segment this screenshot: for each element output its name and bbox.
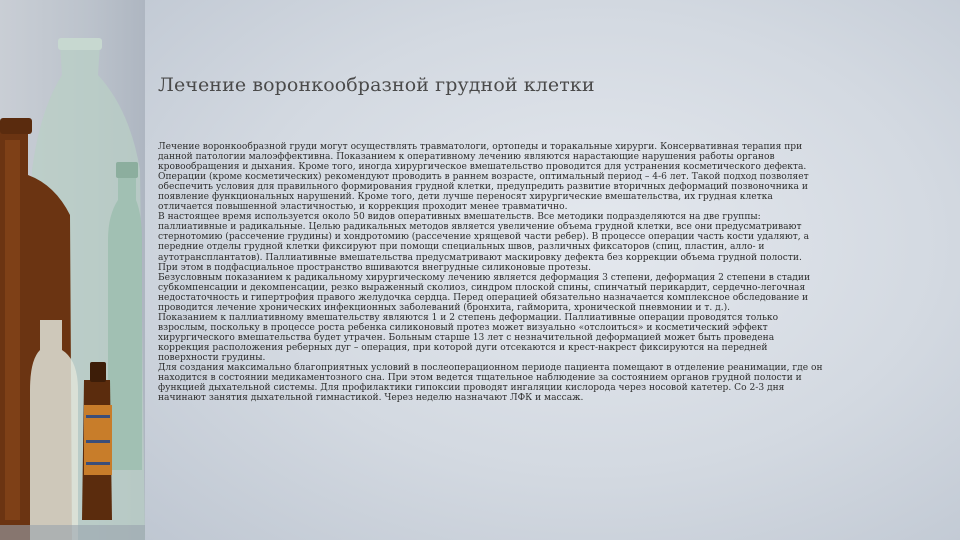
bottles-photo [0,0,145,540]
body-paragraph: В настоящее время используется около 50 видов оперативных вмешательств. Все методики подразделяются на две группы: паллиативные и радикальные. Целью радикальных методов является увеличение объема грудной клетки, все они предусматривают стернотомию (рассечение грудины) и хондротомию (рассечение хрящевой части ребер). В процессе операции часть кости удаляют, а передние отделы грудной клетки фиксируют при помощи специальных швов, различных фиксаторов (спиц, пластин, алло- и аутотрансплантатов). Паллиативные вмешательства предусматривают маскировку дефекта без коррекции объема грудной полости. При этом в подфасциальное пространство вшиваются внегрудные силиконовые протезы. [158,212,809,273]
body-paragraph: Показанием к паллиативному вмешательству являются 1 и 2 степень деформации. Паллиативные операции проводятся только взрослым, поскольку в процессе роста ребенка силиконовый протез может визуально «отслоиться» и косметический эффект хирургического вмешательства будет утрачен. Больным старше 13 лет с незначительной деформацией может быть проведена коррекция расположения реберных дуг – операция, при которой дуги отсекаются и крест-накрест фиксируются на передней поверхности грудины. [158,312,779,363]
slide-body [158,142,823,403]
body-paragraph: Лечение воронкообразной груди могут осуществлять травматологи, ортопеды и торакальные хирурги. Консервативная терапия при данной патологии малоэффективна. Показанием к оперативному лечению являются нарастающие нарушения работы органов кровообращения и дыхания. Кроме того, иногда хирургическое вмешательство проводится для устранения косметического дефекта. Операции (кроме косметических) рекомендуют проводить в раннем возрасте, оптимальный период – 4-6 лет. Такой подход позволяет обеспечить условия для правильного формирования грудной клетки, предупредить развитие вторичных деформаций позвоночника и появление функциональных нарушений. Кроме того, дети лучше переносят хирургические вмешательства, их грудная клетка отличается повышенной эластичностью, и коррекция проходит менее травматично. [158,142,809,213]
bottles-illustration [0,0,145,540]
body-paragraph: Для создания максимально благоприятных условий в послеоперационном периоде пациента помещают в отделение реанимации, где он находится в состоянии медикаментозного сна. При этом ведется тщательное наблюдение за состоянием органов грудной полости и функцией дыхательной системы. Для профилактики гипоксии проводят ингаляции кислорода через носовой катетер. Со 2-3 дня начинают занятия дыхательной гимнастикой. Через неделю назначают ЛФК и массаж. [158,363,823,404]
body-paragraph: Безусловным показанием к радикальному хирургическому лечению является деформация 3 степени, деформация 2 степени в стадии субкомпенсации и декомпенсации, резко выраженный сколиоз, синдром плоской спины, спинчатый перикардит, сердечно-легочная недостаточность и гипертрофия правого желудочка сердца. Перед операцией обязательно назначается комплексное обследование и проводится лечение хронических инфекционных заболеваний (бронхита, гайморита, хронической пневмонии и т. д.). [158,272,811,313]
slide-content [145,0,960,540]
slide-title: Лечение воронкообразной грудной клетки [158,74,595,96]
